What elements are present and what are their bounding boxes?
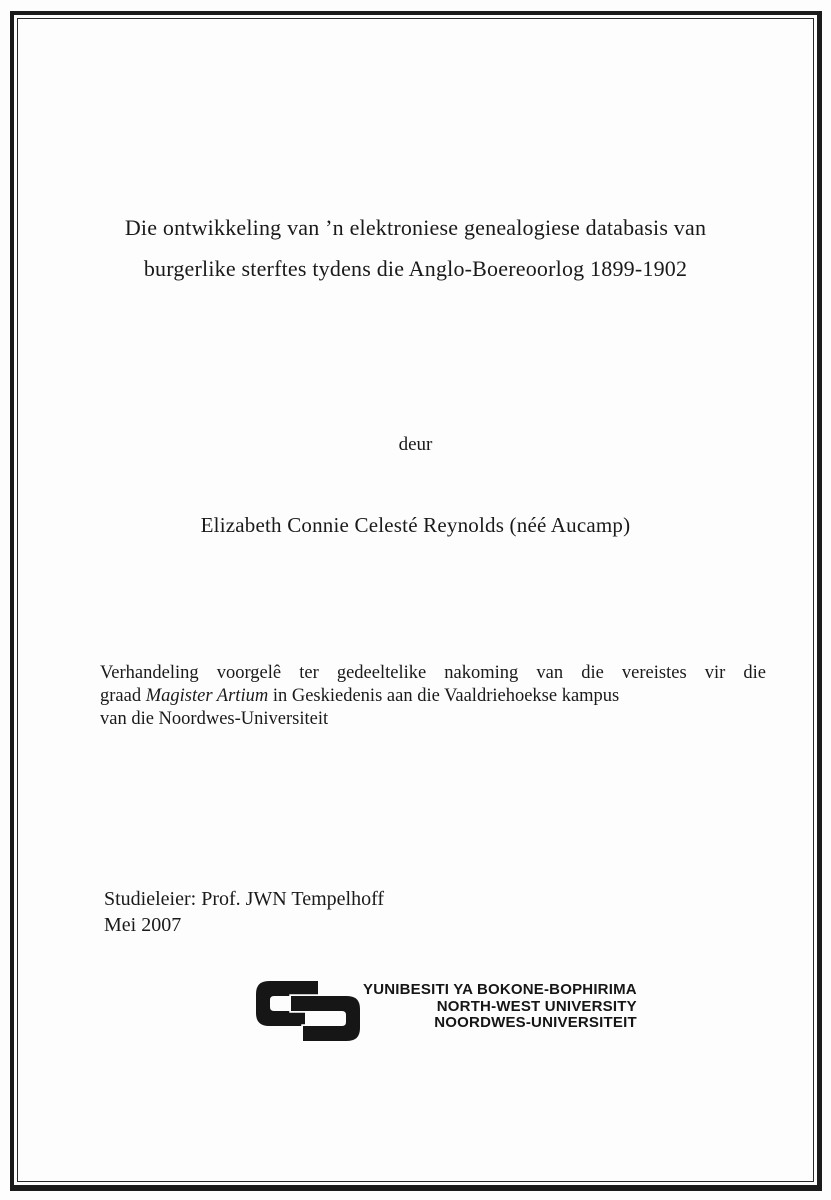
degree-name-italic: Magister Artium (145, 686, 269, 706)
author-name: Elizabeth Connie Celesté Reynolds (néé Aucamp) (200, 513, 631, 537)
degree-statement-line1: Verhandeling voorgelê ter gedeeltelike nakoming van die vereistes vir die (100, 663, 766, 683)
university-logo (256, 981, 637, 1042)
degree-statement-line2 (100, 685, 766, 708)
logo-line-setswana: YUNIBESITI YA BOKONE-BOPHIRIMA (363, 981, 637, 998)
byline-deur: deur (398, 434, 433, 455)
logo-line-english: NORTH-WEST UNIVERSITY (436, 997, 637, 1015)
thesis-title (60, 207, 771, 289)
degree-statement-line2-suffix: in Geskiedenis aan die Vaaldriehoekse kampus (268, 686, 620, 706)
thesis-title-line2: burgerlike sterftes tydens die Anglo-Boereoorlog 1899-1902 (143, 256, 688, 281)
supervisor-block (104, 886, 384, 938)
degree-statement-line2-prefix: graad (100, 686, 146, 706)
thesis-title-line1: Die ontwikkeling van ’n elektroniese genealogiese databasis van (124, 215, 707, 240)
supervisor-line: Studieleier: Prof. JWN Tempelhoff (104, 888, 385, 910)
logo-line-afrikaans: NOORDWES-UNIVERSITEIT (434, 1014, 637, 1031)
degree-statement (100, 662, 766, 731)
degree-statement-line3: van die Noordwes-Universiteit (100, 709, 329, 729)
university-logo-icon (256, 981, 360, 1042)
university-logo-text (363, 982, 637, 1032)
date-line: Mei 2007 (104, 914, 182, 936)
